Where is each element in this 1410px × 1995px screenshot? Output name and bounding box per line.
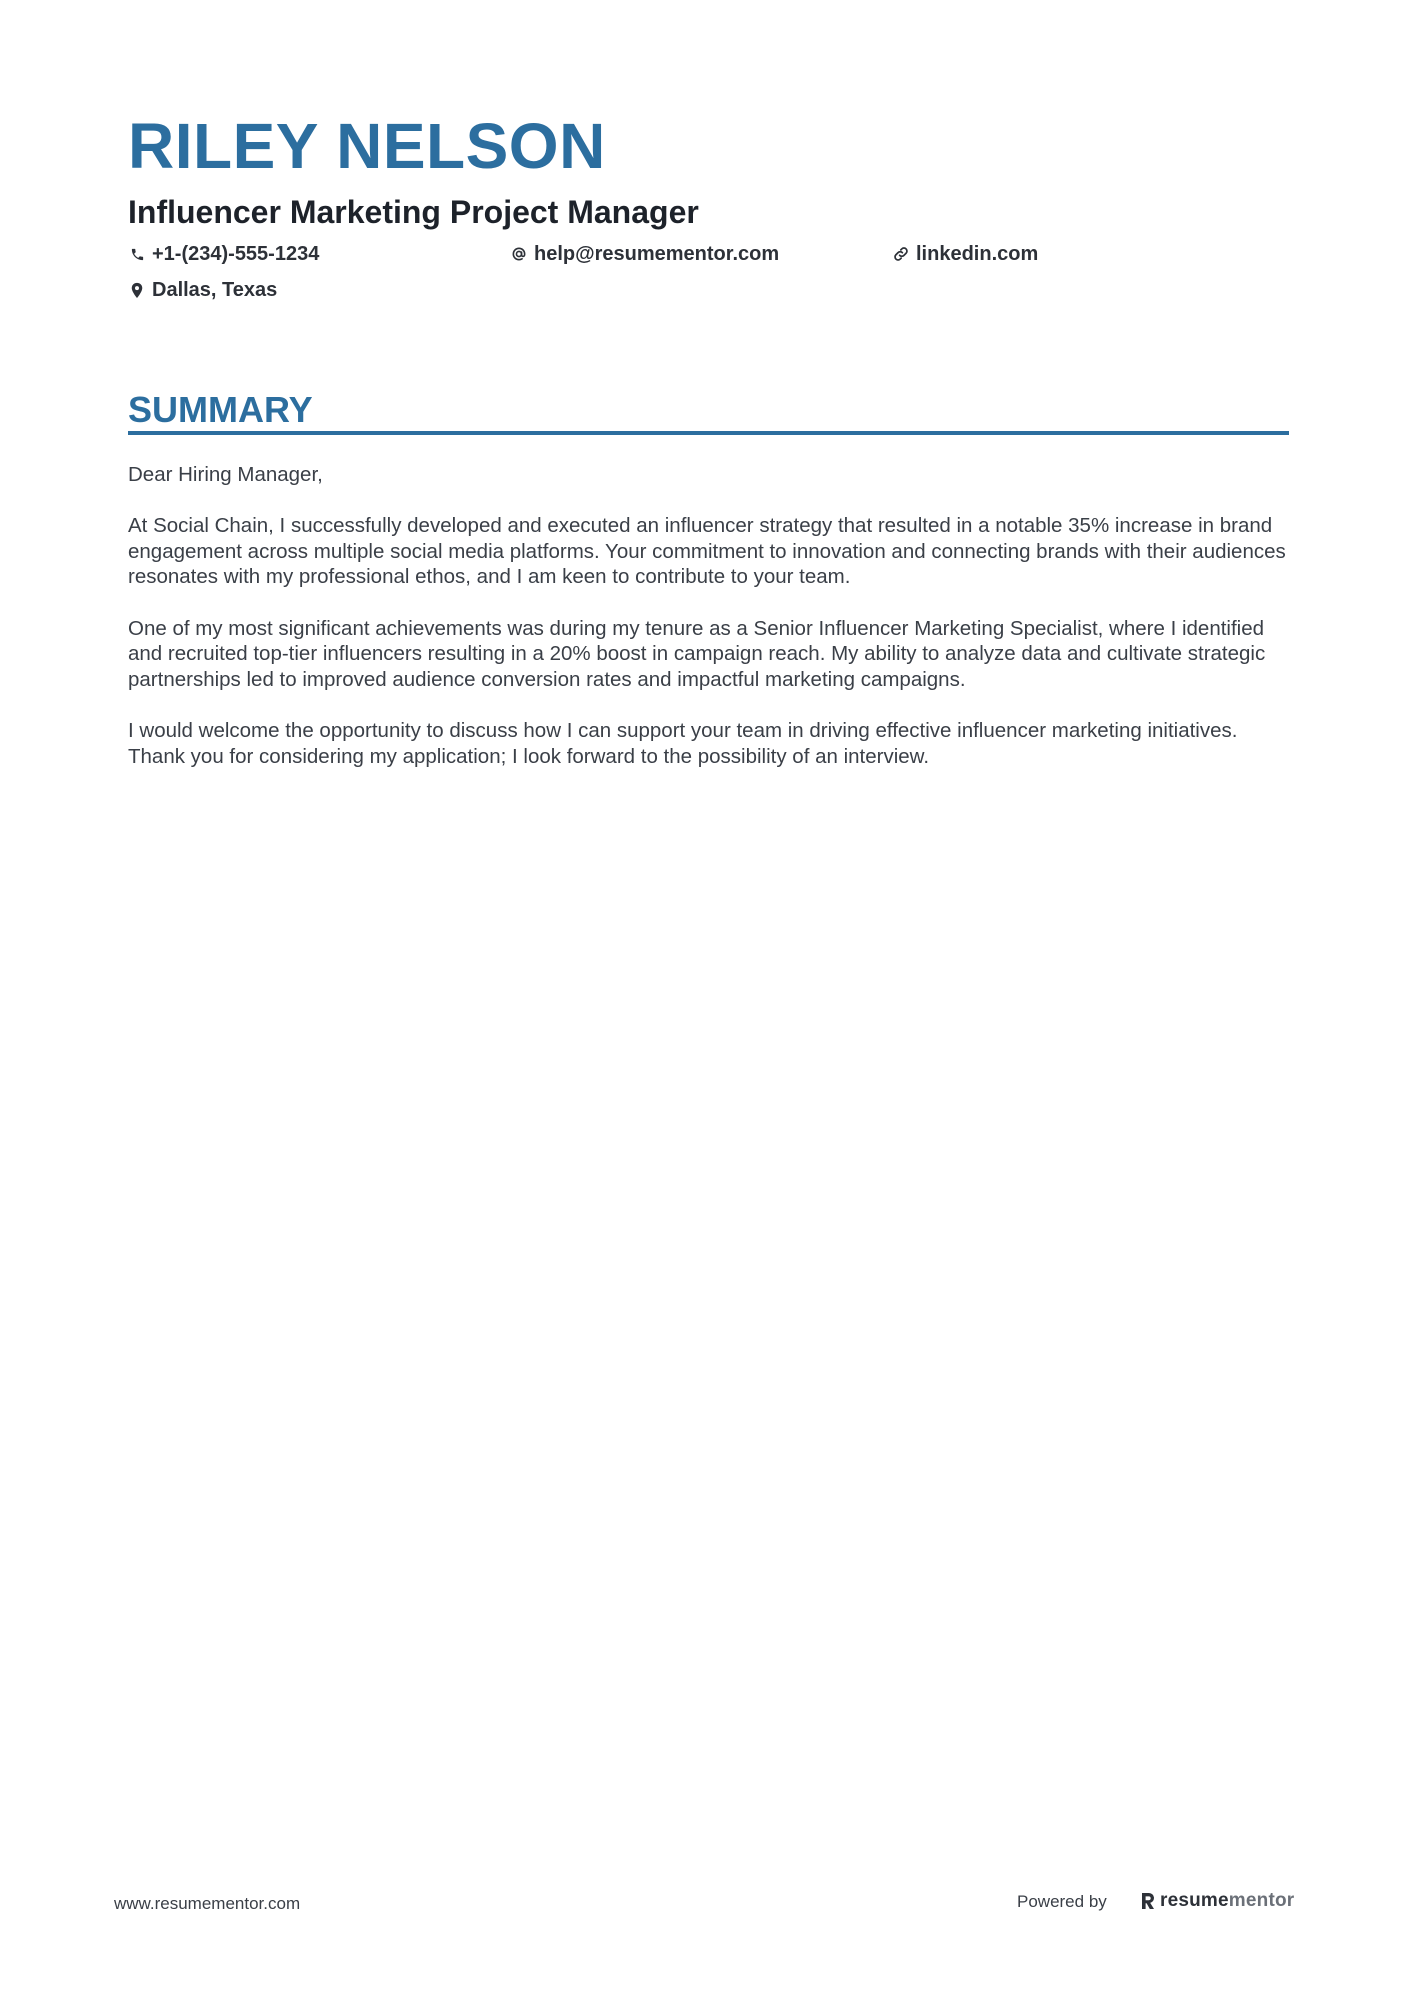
contact-email xyxy=(510,242,779,266)
logo-text-light: mentor xyxy=(1228,1890,1295,1911)
body-paragraph: I would welcome the opportunity to discuss how I can support your team in driving effective influencer marketing initiatives. Thank you for considering my application; I look forward to the possibility of an interview. xyxy=(128,718,1238,768)
resumementor-logo-icon xyxy=(1140,1891,1156,1911)
email-text[interactable]: help@resumementor.com xyxy=(534,243,780,265)
logo-text-bold: resume xyxy=(1160,1890,1229,1911)
body-paragraph: At Social Chain, I successfully developed and executed an influencer strategy that resulted in a notable 35% increase in brand engagement across multiple social media platforms. Your commitment to innovation and connecting brands with their audiences resonates with my professional ethos, and I am keen to contribute to your team. xyxy=(128,514,1286,589)
phone-text[interactable]: +1-(234)-555-1234 xyxy=(152,243,320,265)
resumementor-logo-text xyxy=(1160,1889,1294,1913)
resumementor-logo[interactable] xyxy=(1140,1889,1294,1913)
phone-icon xyxy=(128,245,146,263)
at-icon xyxy=(510,245,528,263)
link-icon xyxy=(892,245,910,263)
section-divider xyxy=(128,431,1289,435)
candidate-name: RILEY NELSON xyxy=(128,110,606,182)
summary-body xyxy=(128,462,1298,795)
powered-by-label: Powered by xyxy=(1017,1892,1107,1911)
location-pin-icon xyxy=(128,281,146,299)
location-text: Dallas, Texas xyxy=(152,279,278,301)
contact-location xyxy=(128,278,277,302)
footer-website-link[interactable]: www.resumementor.com xyxy=(114,1894,301,1913)
linkedin-text[interactable]: linkedin.com xyxy=(916,243,1039,265)
job-title: Influencer Marketing Project Manager xyxy=(128,194,699,230)
contact-linkedin xyxy=(892,242,1038,266)
contact-phone xyxy=(128,242,319,266)
salutation: Dear Hiring Manager, xyxy=(128,463,323,486)
summary-heading: SUMMARY xyxy=(128,389,313,430)
body-paragraph: One of my most significant achievements was during my tenure as a Senior Influencer Marketing Specialist, where I identified and recruited top-tier influencers resulting in a 20% boost in campaign reach. My ability to analyze data and cultivate strategic partnerships led to improved audience conversion rates and impactful marketing campaigns. xyxy=(128,616,1266,691)
